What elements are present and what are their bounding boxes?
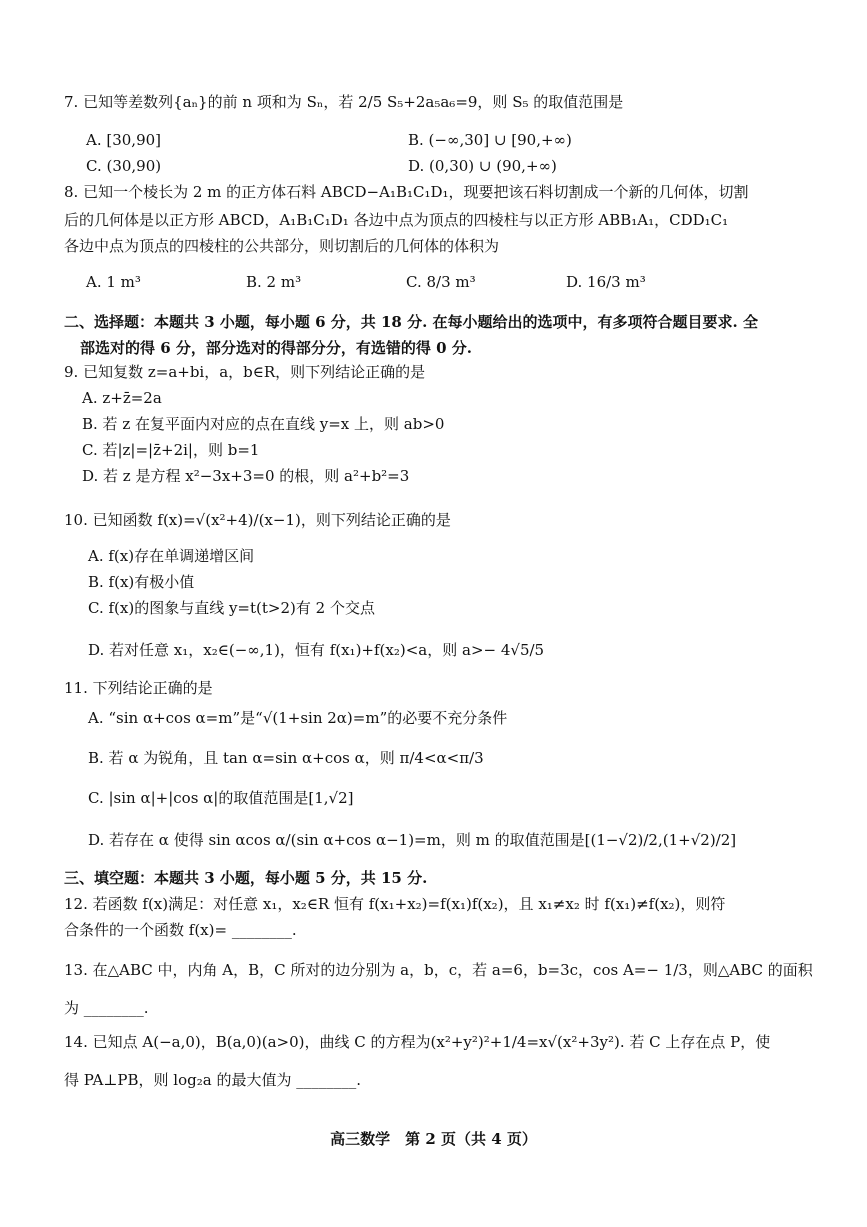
page-footer: 高三数学 第 2 页（共 4 页）	[330, 1130, 537, 1148]
question-14-stem-line-2: 得 PA⊥PB，则 log₂a 的最大值为 ________.	[64, 1071, 361, 1089]
question-10-option-a: A. f(x)存在单调递增区间	[88, 547, 255, 565]
question-9-option-d: D. 若 z 是方程 x²−3x+3=0 的根，则 a²+b²=3	[82, 467, 410, 485]
question-9-option-c: C. 若|z|=|z̄+2i|，则 b=1	[82, 441, 260, 459]
question-11-stem: 11. 下列结论正确的是	[64, 679, 213, 697]
question-8-option-b: B. 2 m³	[246, 273, 302, 291]
question-7-option-d: D. (0,30) ∪ (90,+∞)	[408, 157, 557, 175]
question-12-stem-line-1: 12. 若函数 f(x)满足：对任意 x₁，x₂∈R 恒有 f(x₁+x₂)=f(x₁)f(x₂)，且 x₁≠x₂ 时 f(x₁)≠f(x₂)，则符	[64, 895, 726, 913]
section-2-heading-line-2: 部选对的得 6 分，部分选对的得部分分，有选错的得 0 分.	[80, 339, 472, 357]
question-10-option-d: D. 若对任意 x₁，x₂∈(−∞,1)，恒有 f(x₁)+f(x₂)<a，则 a>− 4√5/5	[88, 641, 545, 659]
question-9-stem: 9. 已知复数 z=a+bi，a，b∈R，则下列结论正确的是	[64, 363, 426, 381]
question-10-option-c: C. f(x)的图象与直线 y=t(t>2)有 2 个交点	[88, 599, 375, 617]
question-8-option-d: D. 16/3 m³	[566, 273, 646, 291]
question-11-option-b: B. 若 α 为锐角，且 tan α=sin α+cos α，则 π/4<α<π/3	[88, 749, 484, 767]
question-11-option-a: A. “sin α+cos α=m”是“√(1+sin 2α)=m”的必要不充分条件	[88, 709, 508, 727]
question-8-stem-line-1: 8. 已知一个棱长为 2 m 的正方体石料 ABCD−A₁B₁C₁D₁，现要把该石料切割成一个新的几何体，切割	[64, 183, 749, 201]
section-3-heading: 三、填空题：本题共 3 小题，每小题 5 分，共 15 分.	[64, 869, 428, 887]
question-13-stem-line-1: 13. 在△ABC 中，内角 A，B，C 所对的边分别为 a，b，c，若 a=6，b=3c，cos A=− 1/3，则△ABC 的面积	[64, 961, 813, 979]
question-8-option-a: A. 1 m³	[86, 273, 141, 291]
question-8-stem-line-3: 各边中点为顶点的四棱柱的公共部分，则切割后的几何体的体积为	[64, 237, 500, 255]
question-7-option-c: C. (30,90)	[86, 157, 162, 175]
question-9-option-a: A. z+z̄=2a	[82, 389, 162, 407]
question-8-stem-line-2: 后的几何体是以正方形 ABCD，A₁B₁C₁D₁ 各边中点为顶点的四棱柱与以正方形 ABB₁A₁，CDD₁C₁	[64, 211, 729, 229]
question-8-option-c: C. 8/3 m³	[406, 273, 476, 291]
question-11-option-d: D. 若存在 α 使得 sin αcos α/(sin α+cos α−1)=m，则 m 的取值范围是[(1−√2)/2,(1+√2)/2]	[88, 831, 737, 849]
question-7-option-b: B. (−∞,30] ∪ [90,+∞)	[408, 131, 572, 149]
question-12-stem-line-2: 合条件的一个函数 f(x)= ________.	[64, 921, 297, 939]
question-10-stem: 10. 已知函数 f(x)=√(x²+4)/(x−1)，则下列结论正确的是	[64, 511, 451, 529]
question-7-option-a: A. [30,90]	[86, 131, 162, 149]
question-13-stem-line-2: 为 ________.	[64, 999, 149, 1017]
question-10-option-b: B. f(x)有极小值	[88, 573, 195, 591]
question-11-option-c: C. |sin α|+|cos α|的取值范围是[1,√2]	[88, 789, 354, 807]
section-2-heading-line-1: 二、选择题：本题共 3 小题，每小题 6 分，共 18 分. 在每小题给出的选项中，有多项符合题目要求. 全	[64, 313, 758, 331]
question-14-stem-line-1: 14. 已知点 A(−a,0)，B(a,0)(a>0)，曲线 C 的方程为(x²+y²)²+1/4=x√(x²+3y²). 若 C 上存在点 P，使	[64, 1033, 771, 1051]
question-7-stem: 7. 已知等差数列{aₙ}的前 n 项和为 Sₙ，若 2/5 S₅+2a₅a₆=9，则 S₅ 的取值范围是	[64, 93, 624, 111]
question-9-option-b: B. 若 z 在复平面内对应的点在直线 y=x 上，则 ab>0	[82, 415, 445, 433]
